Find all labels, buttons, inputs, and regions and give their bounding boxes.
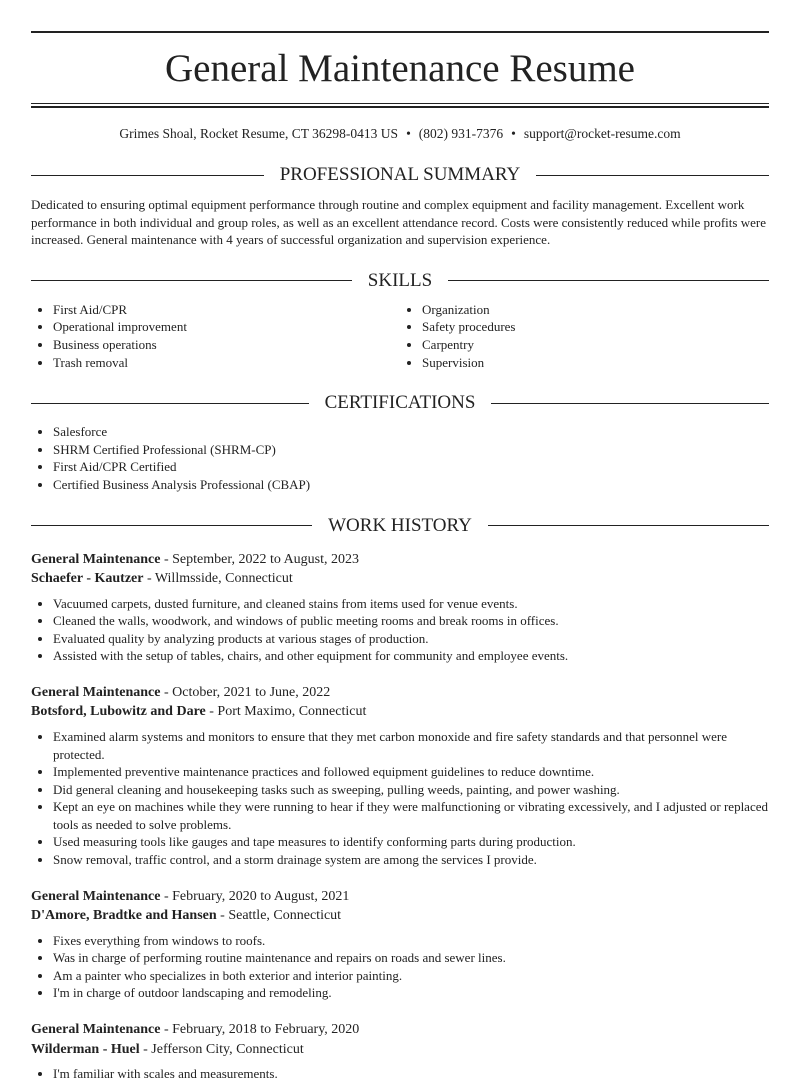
job-entry xyxy=(31,887,769,1002)
skill-item: • Trash removal xyxy=(53,354,400,372)
job-bullets xyxy=(31,932,769,1002)
skills-right xyxy=(400,301,769,371)
job-bullet: • Did general cleaning and housekeeping tasks such as sweeping, pulling weeds, painting, and power washing. xyxy=(53,781,769,799)
certification-item: • SHRM Certified Professional (SHRM-CP) xyxy=(53,441,769,459)
job-bullet: • Examined alarm systems and monitors to ensure that they met carbon monoxide and fire safety standards and that personnel were protected. xyxy=(53,728,769,763)
skill-item: • Operational improvement xyxy=(53,318,400,336)
job-company: Schaefer - Kautzer xyxy=(31,571,144,587)
certification-item: • Certified Business Analysis Professional (CBAP) xyxy=(53,476,769,494)
job-bullet: • Evaluated quality by analyzing products at various stages of production. xyxy=(53,630,769,648)
job-dates: - October, 2021 to June, 2022 xyxy=(160,684,331,700)
contact-address: Grimes Shoal, Rocket Resume, CT 36298-0413 US xyxy=(119,126,399,141)
contact-line xyxy=(31,125,769,143)
summary-text: Dedicated to ensuring optimal equipment performance through routine and complex equipment and facility management. Excellent work performance in both individual and group roles, as well as an excellent attendance record. Costs were consistently reduced while profits were increased. General maintenance with 4 years of successful organization and supervision experience. xyxy=(31,197,766,248)
certifications-list xyxy=(31,423,769,493)
heading-text: WORK HISTORY xyxy=(328,514,472,536)
heading-text: CERTIFICATIONS xyxy=(324,392,476,414)
skill-item: • Safety procedures xyxy=(422,318,769,336)
job-title: General Maintenance xyxy=(31,551,161,567)
top-rule xyxy=(31,31,769,33)
job-entry xyxy=(31,1020,769,1083)
heading-text: SKILLS xyxy=(367,269,433,291)
skills-columns xyxy=(31,293,769,371)
skill-item: • Business operations xyxy=(53,336,400,354)
job-title-line xyxy=(31,887,769,907)
job-bullet: • Used measuring tools like gauges and tape measures to identify conforming parts during production. xyxy=(53,833,769,851)
skills-left xyxy=(31,301,400,371)
page-title: General Maintenance Resume xyxy=(165,47,635,90)
certification-item: • Salesforce xyxy=(53,423,769,441)
job-bullet: • Cleaned the walls, woodwork, and windows of public meeting rooms and break rooms in offices. xyxy=(53,612,769,630)
section-heading-work-history xyxy=(31,514,769,538)
job-location: - Port Maximo, Connecticut xyxy=(205,704,367,720)
job-bullets xyxy=(31,595,769,665)
job-title-line xyxy=(31,683,769,703)
skill-item: • First Aid/CPR xyxy=(53,301,400,319)
skill-item: • Carpentry xyxy=(422,336,769,354)
job-dates: - September, 2022 to August, 2023 xyxy=(160,551,360,567)
separator: • xyxy=(406,126,411,141)
job-bullets xyxy=(31,728,769,869)
job-company-line xyxy=(31,906,769,926)
job-title-line xyxy=(31,550,769,570)
job-entry xyxy=(31,550,769,665)
job-company: D'Amore, Bradtke and Hansen xyxy=(31,908,217,924)
job-title: General Maintenance xyxy=(31,684,161,700)
job-bullet: • Snow removal, traffic control, and a storm drainage system are among the services I provide. xyxy=(53,851,769,869)
job-location: - Seattle, Connecticut xyxy=(216,908,342,924)
job-company-line xyxy=(31,702,769,722)
job-company: Wilderman - Huel xyxy=(31,1041,140,1057)
job-company: Botsford, Lubowitz and Dare xyxy=(31,704,206,720)
section-heading-summary xyxy=(31,163,769,187)
separator: • xyxy=(511,126,516,141)
job-title: General Maintenance xyxy=(31,888,161,904)
title-double-rule xyxy=(31,103,769,108)
job-bullet: • Am a painter who specializes in both exterior and interior painting. xyxy=(53,967,769,985)
work-history-list xyxy=(31,550,769,1083)
job-bullet: • Was in charge of performing routine maintenance and repairs on roads and sewer lines. xyxy=(53,949,769,967)
section-heading-skills xyxy=(31,269,769,293)
job-entry xyxy=(31,683,769,869)
job-dates: - February, 2020 to August, 2021 xyxy=(160,888,350,904)
section-heading-certifications xyxy=(31,391,769,415)
contact-phone: (802) 931-7376 xyxy=(418,126,504,141)
job-dates: - February, 2018 to February, 2020 xyxy=(160,1022,360,1038)
job-bullet: • I'm in charge of outdoor landscaping and remodeling. xyxy=(53,984,769,1002)
job-bullets xyxy=(31,1065,769,1083)
contact-email: support@rocket-resume.com xyxy=(523,126,681,141)
job-bullet: • Implemented preventive maintenance practices and followed equipment guidelines to reduce downtime. xyxy=(53,763,769,781)
job-bullet: • I'm familiar with scales and measurements. xyxy=(53,1065,769,1083)
job-company-line xyxy=(31,1040,769,1060)
job-bullet: • Assisted with the setup of tables, chairs, and other equipment for community and employee events. xyxy=(53,647,769,665)
heading-text: PROFESSIONAL SUMMARY xyxy=(279,164,521,185)
job-title-line xyxy=(31,1020,769,1040)
job-title: General Maintenance xyxy=(31,1022,161,1038)
job-bullet: • Fixes everything from windows to roofs. xyxy=(53,932,769,950)
job-bullet: • Kept an eye on machines while they were running to hear if they were malfunctioning or vibrating excessively, and I adjusted or replaced tools as needed to solve problems. xyxy=(53,798,769,833)
skill-item: • Supervision xyxy=(422,354,769,372)
job-location: - Jefferson City, Connecticut xyxy=(139,1041,304,1057)
job-location: - Willmsside, Connecticut xyxy=(143,571,293,587)
skill-item: • Organization xyxy=(422,301,769,319)
job-company-line xyxy=(31,569,769,589)
resume-page xyxy=(0,31,800,1083)
job-bullet: • Vacuumed carpets, dusted furniture, and cleaned stains from items used for venue events. xyxy=(53,595,769,613)
certification-item: • First Aid/CPR Certified xyxy=(53,458,769,476)
